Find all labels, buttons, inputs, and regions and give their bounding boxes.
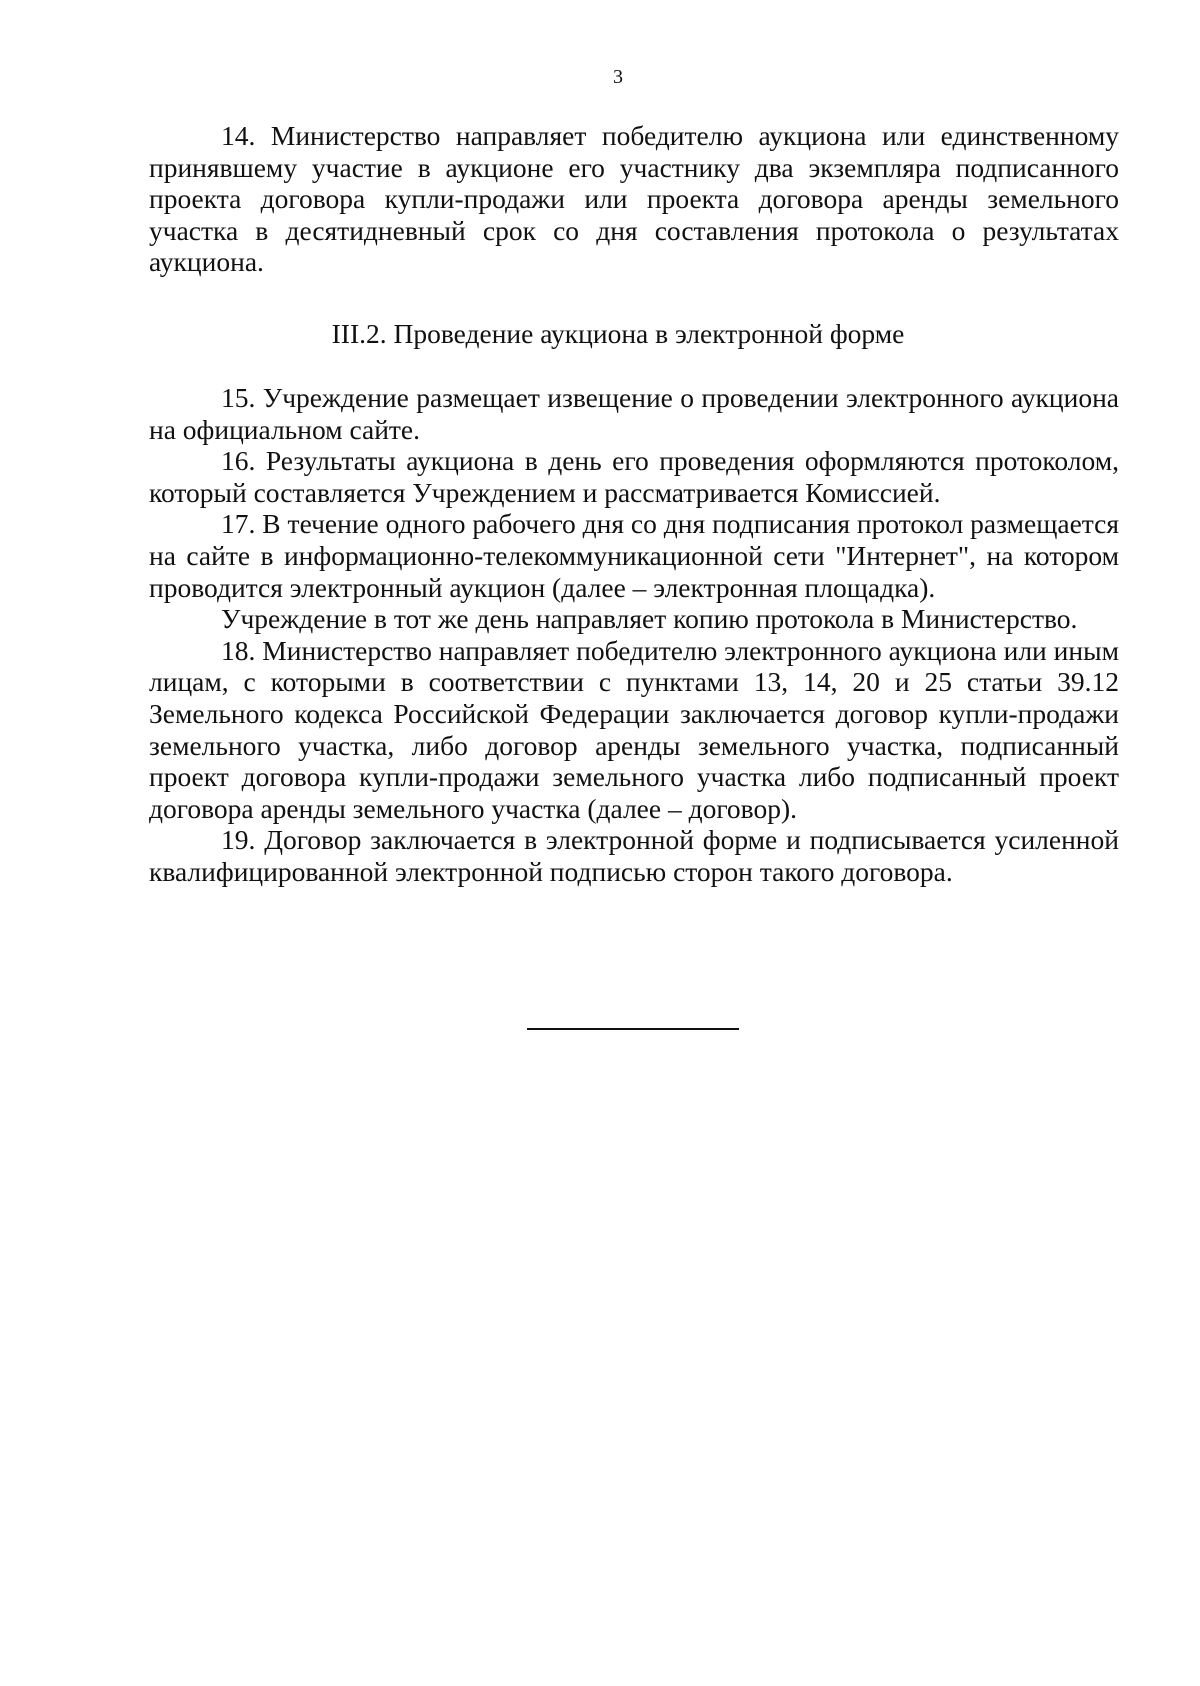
paragraph-14: 14. Министерство направляет победителю аукциона или единственному принявшему участие в аукционе его участнику два экземпляра подписанного проекта договора купли-продажи или проекта договора аренды земельного участка в десятидневный срок со дня составления протокола о результатах аукциона.	[149, 120, 1119, 278]
section-heading: III.2. Проведение аукциона в электронной форме	[331, 318, 905, 349]
paragraph-17-continued: Учреждение в тот же день направляет копию протокола в Министерство.	[221, 603, 1078, 635]
section-top-text	[149, 120, 1119, 278]
paragraph-17: 17. В течение одного рабочего дня со дня подписания протокол размещается на сайте в информационно-телекоммуникационной сети "Интернет", на котором проводится электронный аукцион (далее – электронная площадка).	[149, 508, 1119, 603]
paragraph-18: 18. Министерство направляет победителю электронного аукциона или иным лицам, с которыми в соответствии с пунктами 13, 14, 20 и 25 статьи 39.12 Земельного кодекса Российской Федерации заключается договор купли-продажи земельного участка, либо договор аренды земельного участка, подписанный проект договора купли-продажи земельного участка либо подписанный проект договора аренды земельного участка (далее – договор).	[149, 634, 1119, 824]
paragraph-15: 15. Учреждение размещает извещение о проведении электронного аукциона на официальном сайте.	[149, 382, 1119, 445]
section-bottom-text	[149, 382, 1119, 888]
paragraph-16: 16. Результаты аукциона в день его проведения оформляются протоколом, который составляется Учреждением и рассматривается Комиссией.	[149, 445, 1119, 508]
end-of-document-rule	[527, 1028, 739, 1030]
page-number: 3	[613, 66, 623, 88]
paragraph-19: 19. Договор заключается в электронной форме и подписывается усиленной квалифицированной электронной подписью сторон такого договора.	[149, 824, 1119, 887]
